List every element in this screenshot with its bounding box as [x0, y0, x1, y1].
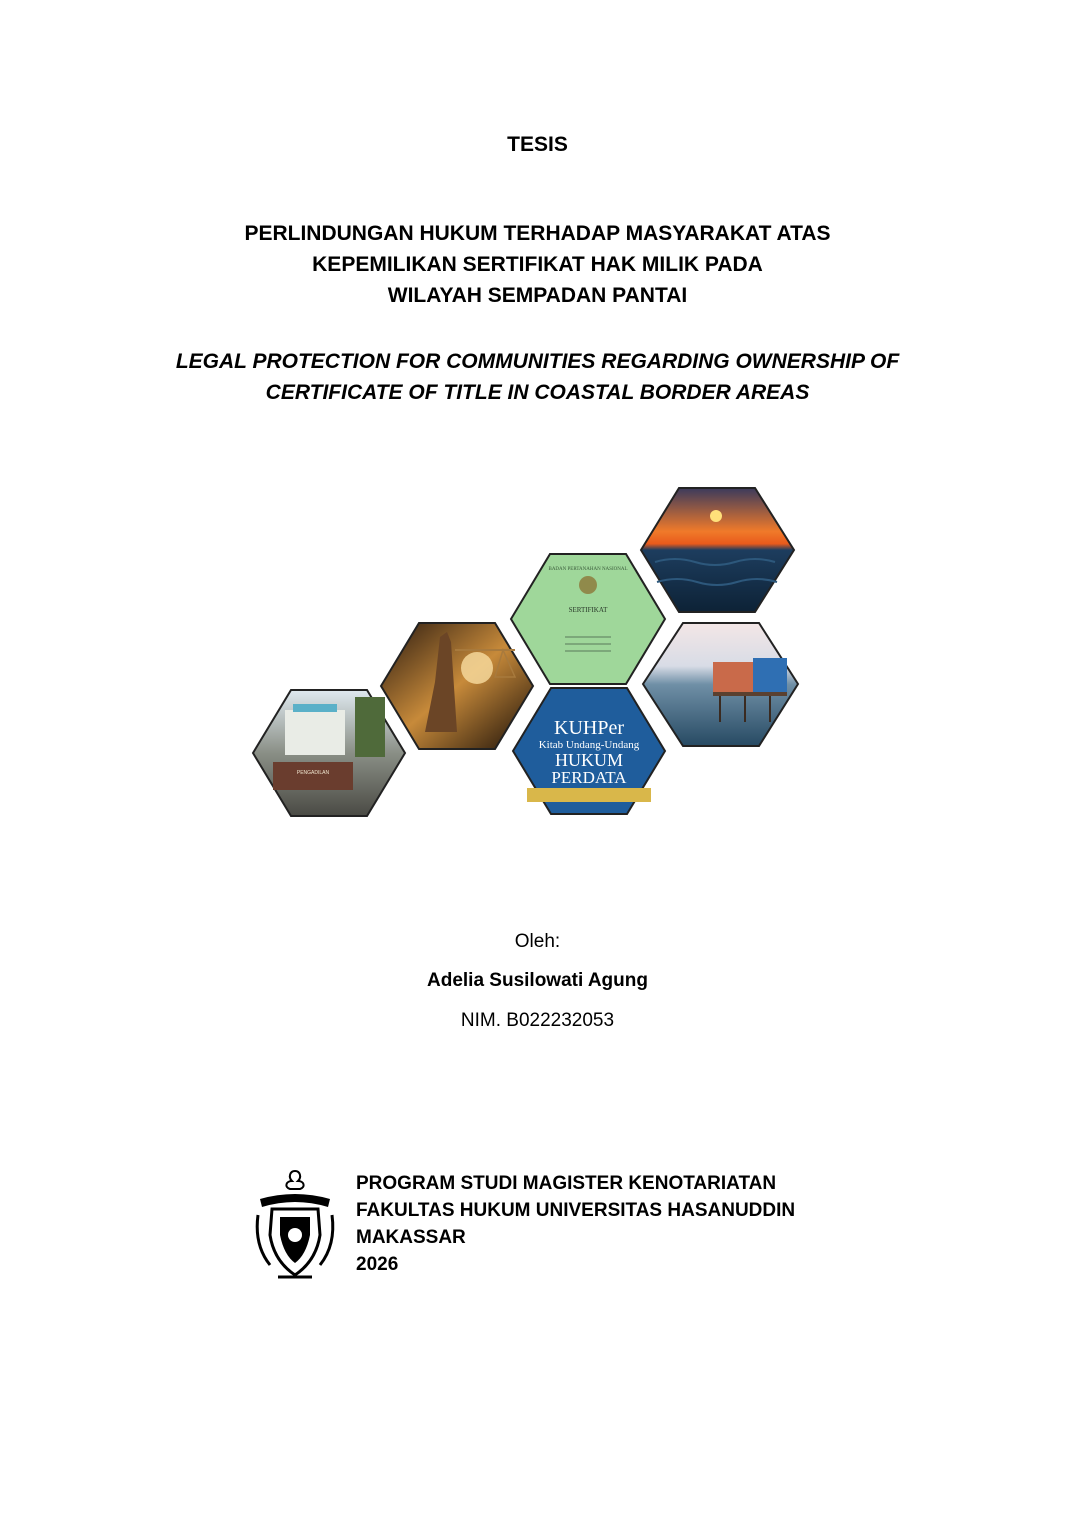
author-name: Adelia Susilowati Agung — [427, 970, 648, 991]
student-id: NIM. B022232053 — [460, 1010, 615, 1031]
coastal-houses-hexagon — [643, 623, 798, 746]
hexagon-collage — [245, 482, 805, 822]
certificate-label: SERTIFIKAT — [568, 606, 608, 614]
title-english — [0, 346, 1075, 408]
civil-code-book-hexagon — [513, 688, 665, 814]
title-id-line-2: KEPEMILIKAN SERTIFIKAT HAK MILIK PADA — [312, 253, 763, 276]
title-id-line-3: WILAYAH SEMPADAN PANTAI — [387, 284, 688, 307]
title-en-line-1: LEGAL PROTECTION FOR COMMUNITIES REGARDING OWNERSHIP OF — [175, 350, 900, 373]
title-indonesian — [0, 218, 1075, 311]
svg-text:PENGADILAN: PENGADILAN — [296, 770, 330, 776]
land-certificate-hexagon — [511, 554, 665, 684]
certificate-header: BADAN PERTANAHAN NASIONAL — [548, 567, 628, 572]
university-emblem-icon — [250, 1165, 340, 1285]
building-photo-hexagon — [253, 690, 405, 816]
justice-statue-hexagon — [381, 623, 533, 749]
city-line: MAKASSAR — [356, 1227, 466, 1248]
book-title-perdata: PERDATA — [551, 768, 627, 787]
faculty-line: FAKULTAS HUKUM UNIVERSITAS HASANUDDIN — [356, 1200, 796, 1221]
book-title-kuhper: KUHPer — [554, 717, 624, 739]
book-subtitle: Kitab Undang-Undang — [538, 739, 640, 751]
year-line: 2026 — [356, 1254, 399, 1275]
by-label: Oleh: — [514, 931, 561, 952]
title-en-line-2: CERTIFICATE OF TITLE IN COASTAL BORDER AREAS — [265, 381, 810, 404]
institution-block — [356, 1170, 795, 1278]
program-line: PROGRAM STUDI MAGISTER KENOTARIATAN — [356, 1173, 777, 1194]
document-type: TESIS — [507, 133, 568, 156]
sunset-sea-hexagon — [641, 488, 794, 612]
book-title-hukum: HUKUM — [554, 750, 624, 770]
title-id-line-1: PERLINDUNGAN HUKUM TERHADAP MASYARAKAT ATAS — [244, 222, 831, 245]
